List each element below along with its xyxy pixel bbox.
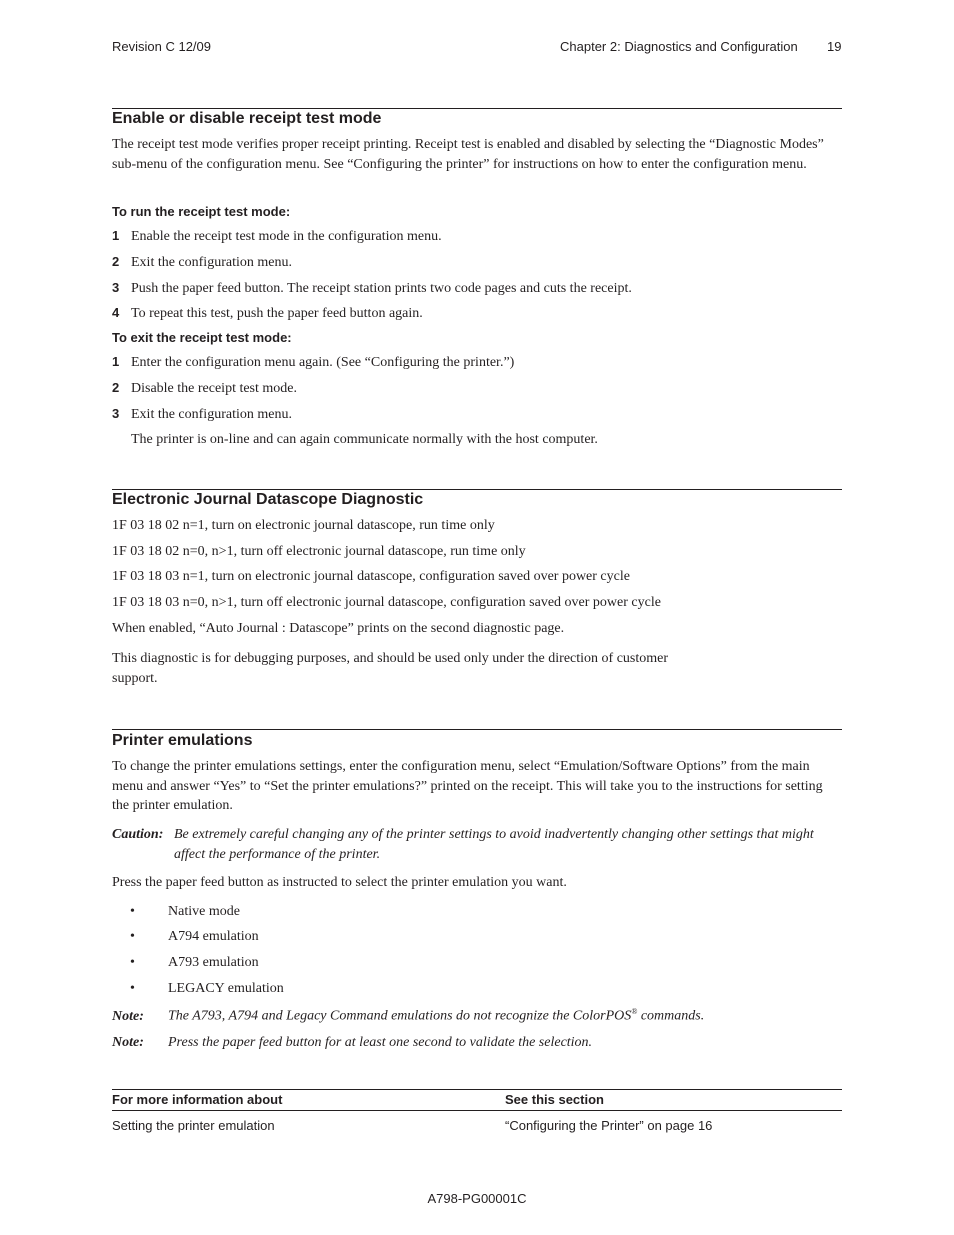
- caution-text: Be extremely careful changing any of the printer settings to avoid inadvertently changing other settings that might affect the performance of the printer.: [174, 827, 814, 862]
- step-text: Disable the receipt test mode.: [131, 381, 297, 396]
- bullet: •: [130, 981, 135, 996]
- registered-mark: ®: [631, 1007, 638, 1016]
- exit-step: [112, 354, 514, 371]
- bullet: •: [130, 929, 135, 944]
- receipt-test-intro: The receipt test mode verifies proper receipt printing. Receipt test is enabled and disabled by selecting the “Diagnostic Modes” sub-menu of the configuration menu. See “Configuring the printer” for instructions on how to enter the configuration menu.: [112, 137, 824, 172]
- emulations-intro: To change the printer emulations settings, enter the configuration menu, select “Emulation/Software Options” from the main menu and answer “Yes” to “Set the printer emulations?” printed on the receipt. This will take you to the instructions for setting the printer emulation.: [112, 759, 823, 813]
- bullet: •: [130, 955, 135, 970]
- caution-block: [112, 825, 842, 865]
- run-step: [112, 254, 292, 271]
- header-page-number: 19: [827, 39, 842, 54]
- section-divider: [112, 729, 842, 730]
- run-step: [112, 280, 632, 297]
- emulation-list-item: [130, 981, 284, 997]
- run-step: [112, 305, 423, 322]
- table-header-section: See this section: [505, 1092, 604, 1107]
- table-header-topic: For more information about: [112, 1092, 283, 1107]
- header-chapter: Chapter 2: Diagnostics and Configuration: [560, 39, 798, 54]
- section-title-emulations: Printer emulations: [112, 732, 253, 749]
- exit-result-text: The printer is on-line and can again communicate normally with the host computer.: [131, 432, 598, 447]
- step-text: Exit the configuration menu.: [131, 407, 292, 422]
- emulation-list-item: [130, 904, 240, 920]
- emulation-name: A793 emulation: [168, 955, 259, 970]
- table-top-rule: [112, 1089, 842, 1090]
- datascope-command: 1F 03 18 02 n=0, n>1, turn off electronic journal datascope, run time only: [112, 544, 526, 559]
- datascope-debug-note: This diagnostic is for debugging purposes, and should be used only under the direction of customer support.: [112, 651, 669, 686]
- step-text: To repeat this test, push the paper feed button again.: [131, 306, 423, 321]
- datascope-command: 1F 03 18 03 n=1, turn on electronic journal datascope, configuration saved over power cycle: [112, 569, 630, 584]
- note-label: Note:: [112, 1008, 144, 1024]
- emulation-name: LEGACY emulation: [168, 981, 284, 996]
- step-number: 2: [112, 254, 120, 269]
- header-revision: Revision C 12/09: [112, 39, 211, 54]
- emulation-list-item: [130, 955, 259, 971]
- step-number: 1: [112, 228, 120, 243]
- step-number: 4: [112, 305, 120, 320]
- step-text: Exit the configuration menu.: [131, 255, 292, 270]
- press-instruction: Press the paper feed button as instructed to select the printer emulation you want.: [112, 875, 567, 890]
- note-colorpos: [112, 1007, 704, 1025]
- table-cell-section: “Configuring the Printer” on page 16: [505, 1118, 713, 1133]
- note-label: Note:: [112, 1035, 144, 1050]
- section-divider: [112, 489, 842, 490]
- bullet: •: [130, 904, 135, 919]
- run-steps-heading: To run the receipt test mode:: [112, 204, 291, 219]
- table-header-rule: [112, 1110, 842, 1111]
- note-text: Press the paper feed button for at least one second to validate the selection.: [168, 1035, 593, 1050]
- section-title-receipt-test: Enable or disable receipt test mode: [112, 110, 382, 127]
- exit-step: [112, 406, 292, 423]
- emulation-list-item: [130, 929, 259, 945]
- table-cell-topic: Setting the printer emulation: [112, 1118, 275, 1133]
- caution-label: Caution:: [112, 827, 164, 842]
- emulation-name: A794 emulation: [168, 929, 259, 944]
- step-number: 3: [112, 280, 120, 295]
- note-text: The A793, A794 and Legacy Command emulations do not recognize the ColorPOS: [168, 1008, 632, 1024]
- datascope-enabled-note: When enabled, “Auto Journal : Datascope” prints on the second diagnostic page.: [112, 621, 565, 636]
- exit-steps-heading: To exit the receipt test mode:: [112, 330, 292, 345]
- run-step: [112, 228, 442, 245]
- emulation-name: Native mode: [168, 904, 240, 919]
- section-divider: [112, 108, 842, 109]
- note-text-tail: commands.: [637, 1008, 705, 1024]
- datascope-command: 1F 03 18 02 n=1, turn on electronic journal datascope, run time only: [112, 518, 495, 533]
- section-title-datascope: Electronic Journal Datascope Diagnostic: [112, 491, 424, 508]
- footer-doc-id: A798-PG00001C: [427, 1191, 527, 1206]
- step-number: 3: [112, 406, 120, 421]
- step-number: 2: [112, 380, 120, 395]
- step-text: Enter the configuration menu again. (See “Configuring the printer.”): [131, 355, 515, 370]
- datascope-command: 1F 03 18 03 n=0, n>1, turn off electronic journal datascope, configuration saved over power cycle: [112, 595, 661, 610]
- step-text: Push the paper feed button. The receipt station prints two code pages and cuts the receipt.: [131, 281, 632, 296]
- step-number: 1: [112, 354, 120, 369]
- note-validate: [112, 1035, 592, 1051]
- step-text: Enable the receipt test mode in the configuration menu.: [131, 229, 442, 244]
- exit-step: [112, 380, 297, 397]
